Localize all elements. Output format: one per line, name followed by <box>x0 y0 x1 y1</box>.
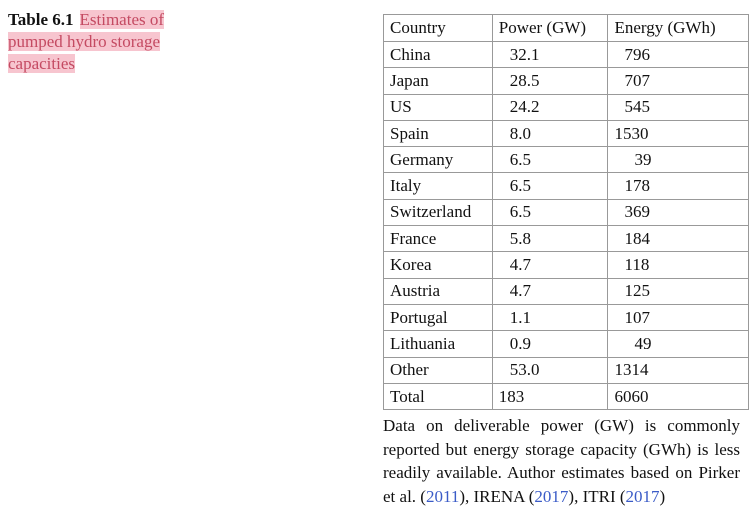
cell-power: 6.5 <box>492 147 608 173</box>
cell-country: France <box>384 226 493 252</box>
table-row <box>384 383 749 409</box>
footnote-text-2: ), IRENA ( <box>459 486 535 506</box>
cell-energy: 6060 <box>608 383 749 409</box>
cell-power: 1.1 <box>492 304 608 330</box>
cell-power: 0.9 <box>492 331 608 357</box>
citation-link-2011[interactable]: 2011 <box>425 486 460 506</box>
cell-energy: 184 <box>608 226 749 252</box>
cell-country: China <box>384 42 493 68</box>
table-container <box>383 14 749 410</box>
cell-country: Switzerland <box>384 199 493 225</box>
cell-country: Portugal <box>384 304 493 330</box>
cell-energy: 796 <box>608 42 749 68</box>
cell-energy: 107 <box>608 304 749 330</box>
cell-power: 6.5 <box>492 173 608 199</box>
cell-power: 8.0 <box>492 120 608 146</box>
cell-country: Italy <box>384 173 493 199</box>
cell-country: Japan <box>384 68 493 94</box>
table-row <box>384 173 749 199</box>
cell-energy: 707 <box>608 68 749 94</box>
cell-country: Korea <box>384 252 493 278</box>
table-row <box>384 304 749 330</box>
cell-energy: 369 <box>608 199 749 225</box>
capacity-table <box>383 14 749 410</box>
table-row <box>384 68 749 94</box>
cell-energy: 545 <box>608 94 749 120</box>
table-row <box>384 147 749 173</box>
table-title: Estimates of pumped hydro storage capacities <box>8 10 165 73</box>
cell-country: Germany <box>384 147 493 173</box>
cell-country: Lithuania <box>384 331 493 357</box>
table-row <box>384 252 749 278</box>
cell-power: 32.1 <box>492 42 608 68</box>
cell-country: Total <box>384 383 493 409</box>
citation-link-itri-2017[interactable]: 2017 <box>625 486 660 506</box>
table-caption <box>8 9 198 75</box>
header-energy: Energy (GWh) <box>608 15 749 42</box>
cell-power: 53.0 <box>492 357 608 383</box>
footnote-text-4: ) <box>659 486 666 506</box>
citation-link-irena-2017[interactable]: 2017 <box>534 486 569 506</box>
cell-country: US <box>384 94 493 120</box>
cell-country: Other <box>384 357 493 383</box>
cell-energy: 125 <box>608 278 749 304</box>
table-row <box>384 357 749 383</box>
cell-power: 28.5 <box>492 68 608 94</box>
footnote-text-3: ), ITRI ( <box>568 486 626 506</box>
table-row <box>384 94 749 120</box>
table-label: Table 6.1 <box>8 10 74 29</box>
header-power: Power (GW) <box>492 15 608 42</box>
table-row <box>384 199 749 225</box>
cell-power: 183 <box>492 383 608 409</box>
table-row <box>384 278 749 304</box>
cell-energy: 178 <box>608 173 749 199</box>
cell-power: 24.2 <box>492 94 608 120</box>
table-header-row <box>384 15 749 42</box>
cell-energy: 118 <box>608 252 749 278</box>
cell-power: 5.8 <box>492 226 608 252</box>
cell-energy: 1314 <box>608 357 749 383</box>
cell-power: 4.7 <box>492 278 608 304</box>
cell-energy: 1530 <box>608 120 749 146</box>
header-country: Country <box>384 15 493 42</box>
table-row <box>384 42 749 68</box>
table-row <box>384 226 749 252</box>
cell-power: 4.7 <box>492 252 608 278</box>
cell-energy: 49 <box>608 331 749 357</box>
table-row <box>384 331 749 357</box>
footnote-text: Data on deliverable power (GW) is commonly reported but energy storage capacity (GWh) is less readily available. Author estimates based on Pirker et al. ( <box>383 416 740 506</box>
cell-power: 6.5 <box>492 199 608 225</box>
table-row <box>384 120 749 146</box>
cell-country: Austria <box>384 278 493 304</box>
table-body <box>384 42 749 410</box>
cell-country: Spain <box>384 120 493 146</box>
table-footnote <box>383 414 740 508</box>
cell-energy: 39 <box>608 147 749 173</box>
